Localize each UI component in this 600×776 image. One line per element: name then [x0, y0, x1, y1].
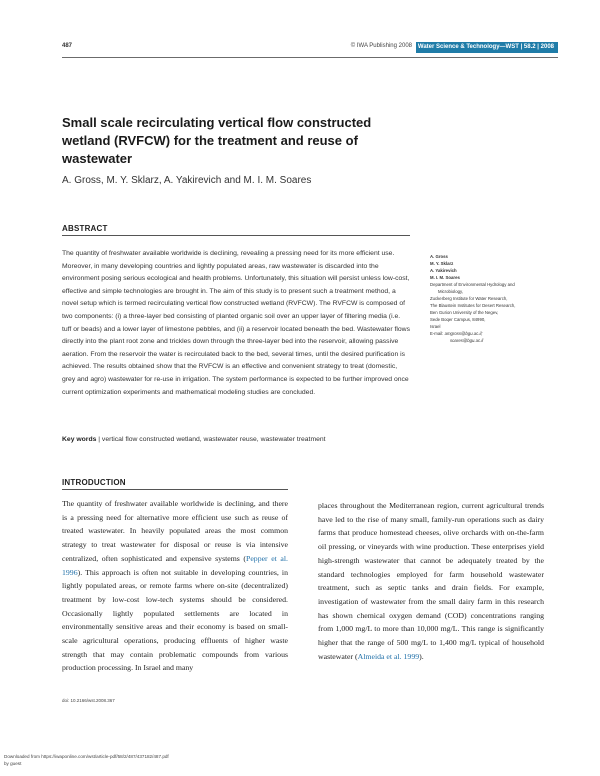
intro-text: ). This approach is often not suitable in developing countries, in lightly populated areas, or remote farms where on-site (decentralized) treatment by low-cost low-tech systems should be considered. Occasionally lightly populated settlements are located in environmentally sensitive areas and their economy is based on small-scale agricultural operations, producing effluents of higher waste strength that may contain problematic compounds from various production processing. In Israel and many	[62, 567, 288, 673]
intro-column-right	[318, 499, 544, 663]
affiliation-line: Zuckerberg Institute for Water Research,	[430, 296, 508, 301]
header-rule	[62, 57, 558, 58]
affiliation-author: M. I. M. Soares	[430, 275, 460, 280]
affiliation-line: The Blaustein Institutes for Desert Research,	[430, 303, 516, 308]
introduction-heading: INTRODUCTION	[62, 478, 126, 487]
intro-text: The quantity of freshwater available worldwide is declining, and there is a pressing need for alternative more efficient use such as reuse of treated wastewater. In heavily populated areas the most common strategy to treat wastewater for disposal or reuse is via intensive centralized, often sophisticated and expensive systems (	[62, 499, 288, 563]
download-notice	[4, 754, 169, 767]
page-number: 487	[62, 43, 73, 49]
intro-text: ).	[419, 651, 424, 661]
download-guest: by guest	[4, 760, 22, 766]
article-authors: A. Gross, M. Y. Sklarz, A. Yakirevich and M. I. M. Soares	[62, 175, 312, 186]
affiliation-author: A. Gross	[430, 254, 448, 259]
affiliation-line: Ben Gurion University of the Negev,	[430, 310, 499, 315]
email-link-1[interactable]: amgross@bgu.ac.il;	[444, 331, 483, 336]
keywords-label: Key words	[62, 436, 97, 443]
author-affiliations	[430, 253, 560, 344]
journal-name: Water Science & Technology—WST	[417, 44, 519, 50]
affiliation-author: A. Yakirevich	[430, 268, 457, 273]
abstract-heading: ABSTRACT	[62, 224, 108, 233]
journal-volume: 58.2	[523, 44, 536, 50]
journal-year: 2008	[540, 44, 554, 50]
intro-column-left	[62, 497, 288, 675]
email-link-2[interactable]: soares@bgu.ac.il	[450, 338, 484, 343]
banner-separator: |	[537, 44, 541, 50]
affiliation-line: Sede Boqer Campus, 84990,	[430, 317, 486, 322]
doi-line: doi: 10.2166/wst.2008.367	[62, 698, 115, 703]
keywords-line	[62, 436, 410, 443]
article-title: Small scale recirculating vertical flow constructed wetland (RVFCW) for the treatment and reuse of wastewater	[62, 115, 372, 166]
publisher-credit: © IWA Publishing 2008	[350, 43, 412, 49]
abstract-text: The quantity of freshwater available worldwide is declining, revealing a pressing need for its more efficient use. Moreover, in many developing countries and lightly populated areas, raw wastewater is discarded into the environment posing serious ecological and health problems. Unfortunately, this situation will persist unless low-cost, effective and simple technologies are brought in. The aim of this study is to present such a treatment method, a novel setup which is termed recirculating vertical flow constructed wetland (RVFCW). The RVFCW is composed of two components: (i) a three-layer bed consisting of planted organic soil over an upper layer of filtering media (i.e. tuff or beads) and a lower layer of limestone pebbles, and (ii) a reservoir located beneath the bed. Wastewater flows directly into the plant root zone and trickles down through the three-layer bed into the reservoir, allowing passive aeration. From the reservoir the water is recirculated back to the bed, several times, until the desired purification is achieved. The results obtained show that the RVFCW is an effective and convenient strategy to treat (domestic, grey and agro) wastewater for re-use in irrigation. The system performance is expected to be further improved once current optimization experiments and mathematical modeling studies are concluded.	[62, 250, 410, 396]
affiliation-line: Microbiology,	[438, 289, 463, 294]
citation-link[interactable]: Pepper et al. 1996	[62, 553, 288, 577]
banner-separator: |	[520, 44, 524, 50]
intro-text: places throughout the Mediterranean region, current agricultural trends have led to the rise of many small, family-run operations such as dairy farms that produce homestead cheeses, olive orchards with on-the-farm oil pressing, or vineyards with wine production. These enterprises yield high-strength wastewater that cannot be adequately treated by the standard technologies employed for farm household wastewater treatment, such as septic tanks and drain fields. For example, investigation of wastewater from the small dairy farm in this research has shown chemical oxygen demand (COD) concentrations ranging from 1,000 mg/L to more than 10,000 mg/L. This range is significantly higher that the range of 500 mg/L to 1,400 mg/L typical of household wastewater (	[318, 501, 544, 661]
affiliation-line: Israel	[430, 324, 441, 329]
keywords-list: | vertical flow constructed wetland, wastewater reuse, wastewater treatment	[98, 436, 326, 443]
affiliation-author: M. Y. Sklarz	[430, 261, 454, 266]
page-header	[62, 42, 558, 56]
abstract-rule	[62, 235, 410, 236]
introduction-rule	[62, 489, 288, 490]
download-url[interactable]: Downloaded from https://iwaponline.com/wst/article-pdf/58/2/487/437182/487.pdf	[4, 754, 169, 759]
affiliation-line: Department of Environmental Hydrology and	[430, 282, 515, 287]
citation-link[interactable]: Almeida et al. 1999	[357, 651, 420, 661]
affiliation-email	[430, 330, 560, 337]
email-label: E-mail:	[430, 331, 444, 336]
journal-banner	[416, 42, 558, 53]
